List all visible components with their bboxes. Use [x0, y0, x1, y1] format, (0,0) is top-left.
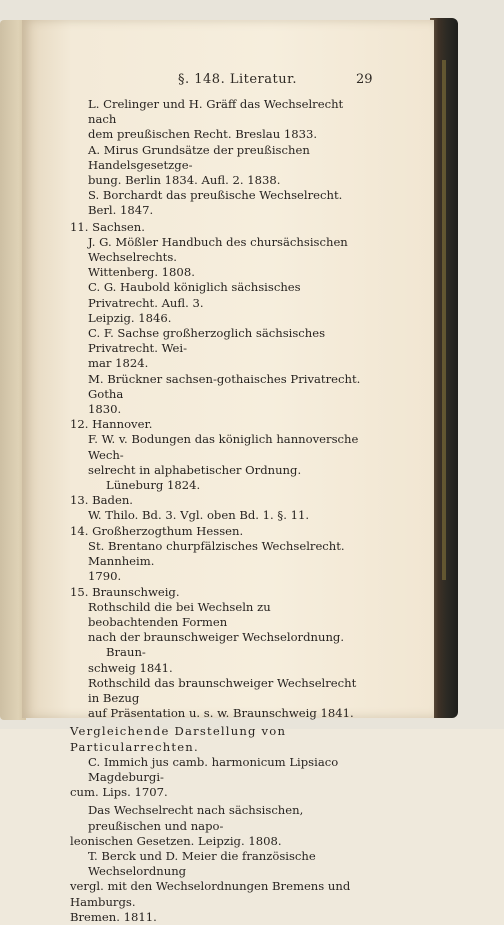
- cover-gilt-strip: [442, 60, 446, 580]
- text-line: mar 1824.: [88, 356, 149, 371]
- text-line: dem preußischen Recht. Breslau 1833.: [88, 127, 318, 142]
- text-line: St. Brentano churpfälzisches Wechselrecht. Mannheim.: [88, 538, 345, 569]
- text-line: F. W. v. Bodungen das königlich hannoversche Wech-: [88, 432, 359, 462]
- text-line: Wittenberg. 1808.: [88, 265, 195, 280]
- text-line: auf Präsentation u. s. w. Braunschweig 1841.: [88, 706, 354, 721]
- text-line: 12. Hannover.: [70, 417, 153, 432]
- text-line: T. Berck und D. Meier die französische Wechselordnung: [88, 848, 316, 879]
- text-line: 1790.: [88, 569, 122, 584]
- text-line: Das Wechselrecht nach sächsischen, preußischen und napo-: [88, 803, 304, 833]
- running-header: §. 148. Literatur.: [178, 72, 298, 87]
- text-line: Vergleichende Darstellung von Particularrechten.: [70, 724, 287, 754]
- text-line: S. Borchardt das preußische Wechselrecht. Berl. 1847.: [88, 188, 343, 218]
- text-line: 13. Baden.: [70, 493, 133, 508]
- text-line: selrecht in alphabetischer Ordnung. Lüneburg 1824.: [88, 462, 302, 493]
- text-line: Rothschild die bei Wechseln zu beobachtenden Formen: [88, 599, 271, 629]
- text-line: 1830.: [88, 402, 122, 417]
- text-line: nach der braunschweiger Wechselordnung. Braun-: [88, 630, 345, 660]
- text-line: C. F. Sachse großherzoglich sächsisches Privatrecht. Wei-: [88, 326, 326, 356]
- page-body-text: [70, 97, 362, 925]
- text-line: vergl. mit den Wechselordnungen Bremens und Hamburgs.: [70, 879, 351, 909]
- text-line: Leipzig. 1846.: [88, 310, 172, 325]
- text-line: A. Mirus Grundsätze der preußischen Handelsgesetzge-: [88, 142, 310, 172]
- text-line: 15. Braunschweig.: [70, 584, 180, 599]
- text-line: schweig 1841.: [88, 660, 173, 675]
- text-line: Rothschild das braunschweiger Wechselrecht in Bezug: [88, 675, 357, 705]
- text-line: leonischen Gesetzen. Leipzig. 1808.: [70, 833, 282, 848]
- text-line: W. Thilo. Bd. 3. Vgl. oben Bd. 1. §. 11.: [88, 508, 310, 523]
- text-line: Bremen. 1811.: [70, 909, 157, 924]
- text-line: M. Brückner sachsen-gothaisches Privatrecht. Gotha: [88, 371, 361, 401]
- page-number: 29: [356, 72, 373, 87]
- text-line: L. Crelinger und H. Gräff das Wechselrecht nach: [88, 97, 344, 127]
- text-line: cum. Lips. 1707.: [70, 785, 168, 800]
- text-line: 11. Sachsen.: [70, 219, 145, 234]
- text-line: 14. Großherzogthum Hessen.: [70, 523, 244, 538]
- text-line: C. Immich jus camb. harmonicum Lipsiaco Magdeburgi-: [88, 754, 339, 784]
- text-line: C. G. Haubold königlich sächsisches Privatrecht. Aufl. 3.: [88, 280, 301, 310]
- text-line: J. G. Mößler Handbuch des chursächsischen Wechselrechts.: [88, 234, 348, 265]
- text-line: bung. Berlin 1834. Aufl. 2. 1838.: [88, 173, 281, 188]
